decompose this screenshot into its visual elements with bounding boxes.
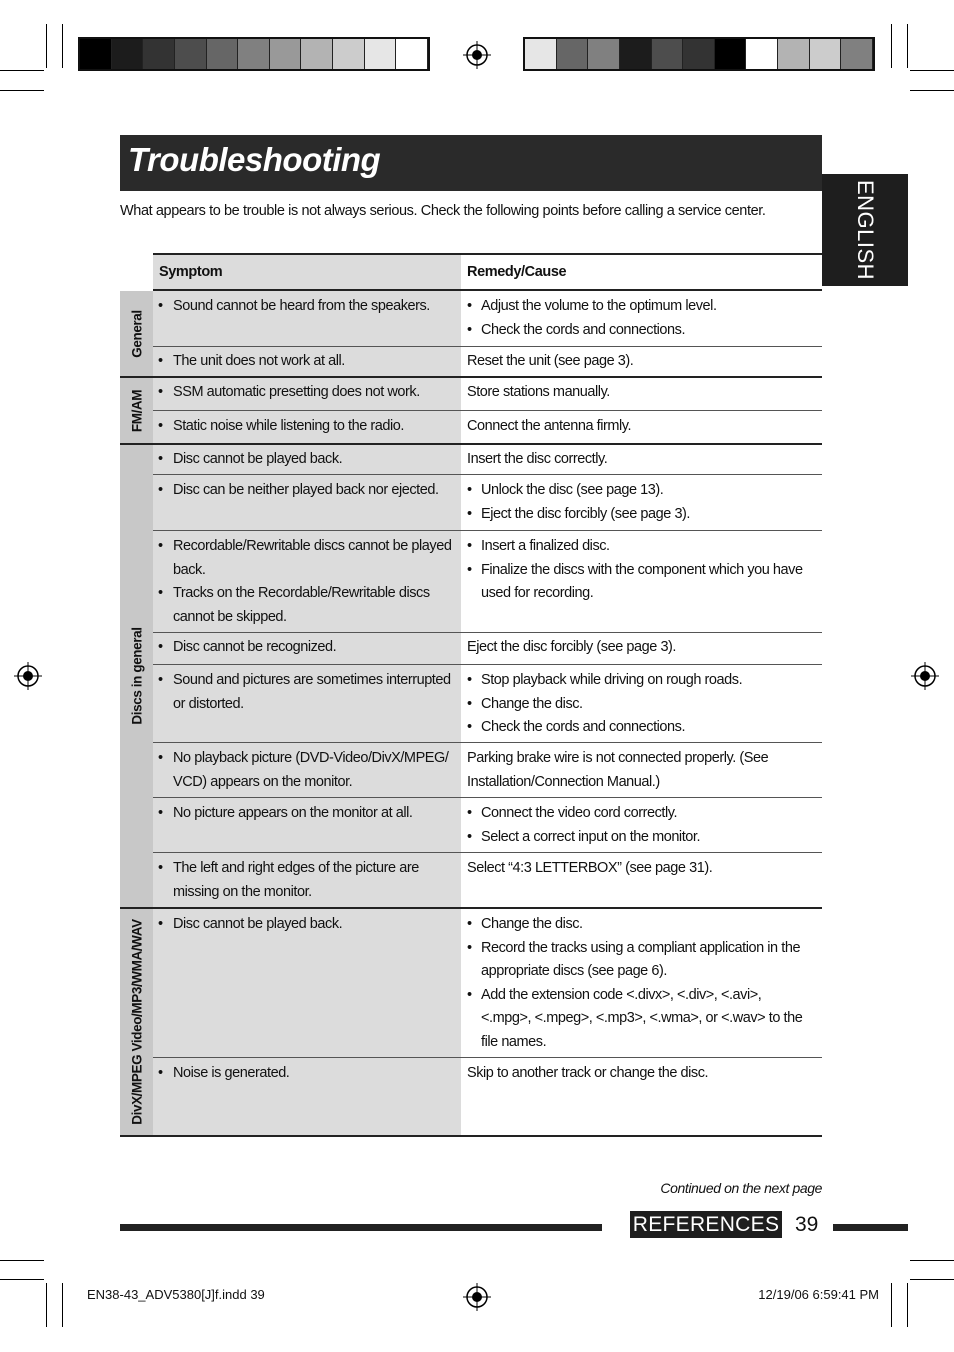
color-swatch xyxy=(588,39,620,69)
table-row: • No picture appears on the monitor at all. • Connect the video cord correctly. • Select a correct input on the monitor. xyxy=(153,798,822,852)
table-header xyxy=(153,253,822,291)
footer-section-label: REFERENCES xyxy=(630,1211,782,1238)
crop-mark xyxy=(62,1283,63,1327)
table-row: • Disc can be neither played back nor ejected. • Unlock the disc (see page 13). • Eject the disc forcibly (see page 3). xyxy=(153,475,822,530)
color-swatch xyxy=(143,39,175,69)
table-row: • Sound and pictures are sometimes interrupted or distorted. • Stop playback while driving on rough roads. • Change the disc. • Check the cords and connections. xyxy=(153,665,822,742)
table-row: • The unit does not work at all. Reset the unit (see page 3). xyxy=(153,347,822,377)
table-row: • Disc cannot be played back. • Change the disc. • Record the tracks using a compliant application in the appropriate discs (see page 6). • Add the extension code <.divx>, <.div>, <.avi>, <.mpg>, <.mpeg>, <.mp3>, <.wma>, or <.wav> to the file names. xyxy=(153,909,822,1057)
continued-note: Continued on the next page xyxy=(660,1180,822,1196)
language-tab xyxy=(822,174,908,286)
crop-mark xyxy=(62,24,63,68)
color-swatch xyxy=(810,39,842,69)
troubleshooting-table xyxy=(120,253,822,1137)
page-title: Troubleshooting xyxy=(128,141,381,178)
section-label-discs: Discs in general xyxy=(120,444,153,908)
color-calibration-bar-right xyxy=(523,37,875,71)
intro-text: What appears to be trouble is not always serious. Check the following points before calling a service center. xyxy=(120,203,766,219)
table-row: • The left and right edges of the picture are missing on the monitor. Select “4:3 LETTERBOX” (see page 31). xyxy=(153,853,822,907)
color-swatch xyxy=(112,39,144,69)
registration-mark-icon xyxy=(911,662,939,690)
crop-mark xyxy=(891,1283,892,1327)
color-calibration-bar-left xyxy=(78,37,430,71)
crop-mark xyxy=(0,70,44,71)
footer-rule xyxy=(833,1224,908,1231)
color-swatch xyxy=(396,39,428,69)
crop-mark xyxy=(910,1279,954,1280)
section-label-divx: DivX/MPEG Video/MP3/WMA/WAV xyxy=(120,908,153,1136)
table-row: • Static noise while listening to the radio. Connect the antenna firmly. xyxy=(153,411,822,443)
table-row: • No playback picture (DVD-Video/DivX/MPEG/ VCD) appears on the monitor. Parking brake wire is not connected properly. (See Installation/Connection Manual.) xyxy=(153,743,822,797)
color-swatch xyxy=(365,39,397,69)
table-row: • Disc cannot be played back. Insert the disc correctly. xyxy=(153,445,822,474)
color-swatch xyxy=(715,39,747,69)
crop-mark xyxy=(46,1283,47,1327)
table-row: • Recordable/Rewritable discs cannot be played back. • Tracks on the Recordable/Rewritable discs cannot be skipped. • Insert a finalized disc. • Finalize the discs with the component which you have used for recording. xyxy=(153,531,822,632)
header-symptom: Symptom xyxy=(159,264,223,280)
table-row: • Disc cannot be recognized. Eject the disc forcibly (see page 3). xyxy=(153,633,822,664)
crop-mark xyxy=(46,24,47,68)
registration-mark-icon xyxy=(463,1283,491,1311)
color-swatch xyxy=(841,39,873,69)
crop-mark xyxy=(910,1260,954,1261)
footer-rule xyxy=(120,1224,602,1231)
table-row: • Noise is generated. Skip to another track or change the disc. xyxy=(153,1058,822,1135)
color-swatch xyxy=(333,39,365,69)
color-swatch xyxy=(270,39,302,69)
crop-mark xyxy=(0,90,44,91)
header-remedy: Remedy/Cause xyxy=(467,264,567,280)
color-swatch xyxy=(746,39,778,69)
color-swatch xyxy=(80,39,112,69)
color-swatch xyxy=(620,39,652,69)
color-swatch xyxy=(778,39,810,69)
crop-mark xyxy=(0,1279,44,1280)
color-swatch xyxy=(175,39,207,69)
color-swatch xyxy=(301,39,333,69)
page-number: 39 xyxy=(795,1213,819,1236)
color-swatch xyxy=(525,39,557,69)
color-swatch xyxy=(557,39,589,69)
language-tab-label: ENGLISH xyxy=(853,179,878,281)
table-row: • Sound cannot be heard from the speakers. • Adjust the volume to the optimum level. • Check the cords and connections. xyxy=(153,291,822,346)
crop-mark xyxy=(910,90,954,91)
crop-mark xyxy=(910,70,954,71)
crop-mark xyxy=(907,24,908,68)
page-title-bar xyxy=(120,135,822,191)
crop-mark xyxy=(907,1283,908,1327)
color-swatch xyxy=(207,39,239,69)
crop-mark xyxy=(891,24,892,68)
color-swatch xyxy=(652,39,684,69)
date-slug: 12/19/06 6:59:41 PM xyxy=(758,1287,879,1302)
section-label-fmam: FM/AM xyxy=(120,377,153,444)
section-label-general: General xyxy=(120,291,153,377)
color-swatch xyxy=(683,39,715,69)
crop-mark xyxy=(0,1260,44,1261)
table-row: • SSM automatic presetting does not work. Store stations manually. xyxy=(153,378,822,410)
file-slug: EN38-43_ADV5380[J]f.indd 39 xyxy=(87,1287,265,1302)
color-swatch xyxy=(238,39,270,69)
registration-mark-icon xyxy=(463,41,491,69)
registration-mark-icon xyxy=(14,662,42,690)
